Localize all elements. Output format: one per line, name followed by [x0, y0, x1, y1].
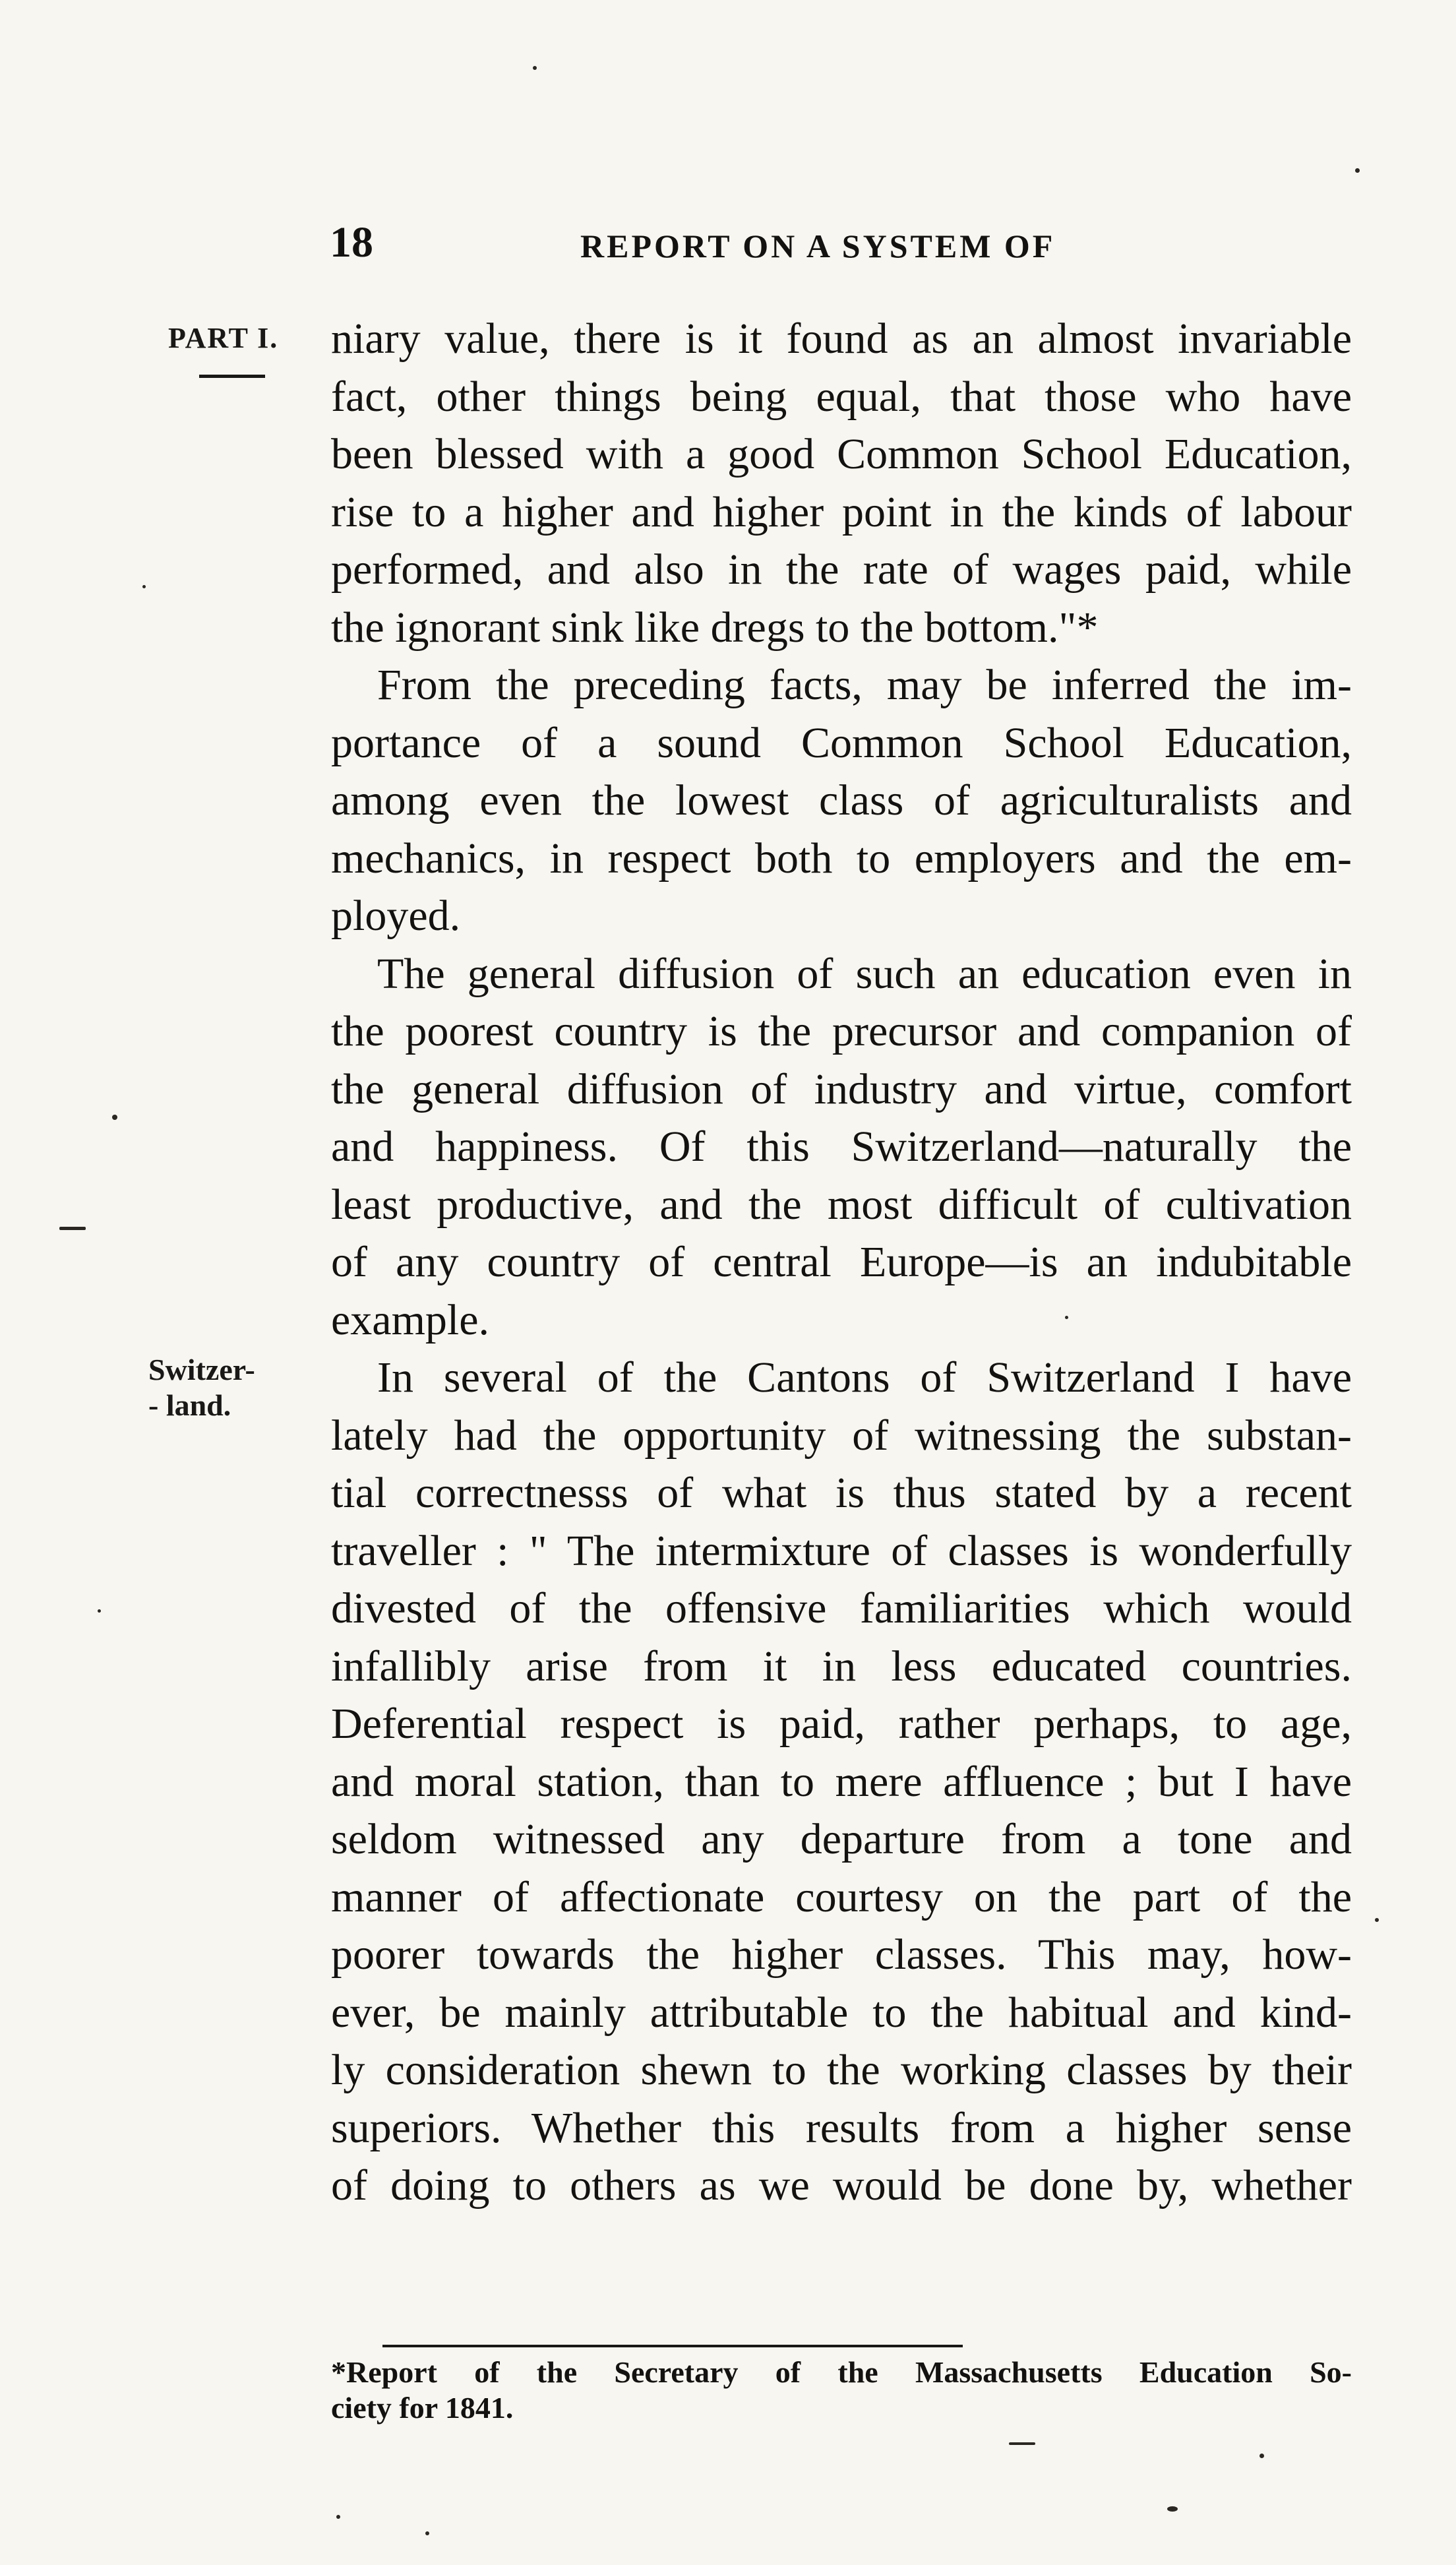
- body-line: of any country of central Europe—is an indubitable: [331, 1238, 1352, 1286]
- scan-speck: [1259, 2454, 1264, 2458]
- footnote-line: ciety for 1841.: [331, 2391, 514, 2425]
- body-line: lately had the opportunity of witnessing the substan-: [331, 1411, 1352, 1460]
- body-line: From the preceding facts, may be inferred the im-: [377, 661, 1352, 709]
- scan-speck: [336, 2515, 340, 2519]
- scan-speck: [1375, 1918, 1379, 1922]
- scan-speck: [1355, 168, 1360, 173]
- margin-note-switzerland-line1: Switzer-: [148, 1353, 255, 1386]
- scan-speck: [1167, 2506, 1178, 2512]
- body-line: The general diffusion of such an education even in: [377, 949, 1352, 998]
- body-line: niary value, there is it found as an almost invariable: [331, 315, 1352, 363]
- footnote-rule: [382, 2345, 963, 2347]
- body-line: the ignorant sink like dregs to the bottom."*: [331, 603, 1099, 652]
- margin-note-switzerland: [148, 1352, 255, 1423]
- margin-rule: [199, 375, 265, 378]
- scan-speck: [1009, 2442, 1035, 2445]
- body-line: performed, and also in the rate of wages paid, while: [331, 545, 1352, 594]
- body-line: portance of a sound Common School Education,: [331, 718, 1352, 767]
- body-line: traveller : " The intermixture of classes is wonderfully: [331, 1526, 1352, 1575]
- body-line: of doing to others as we would be done by, whether: [331, 2161, 1352, 2210]
- margin-note-switzerland-line2: - land.: [148, 1388, 231, 1422]
- scan-speck: [1065, 1316, 1068, 1319]
- body-line: and happiness. Of this Switzerland—naturally the: [331, 1123, 1352, 1171]
- body-line: mechanics, in respect both to employers and the em-: [331, 834, 1352, 882]
- scan-speck: [425, 2531, 429, 2535]
- body-line: the general diffusion of industry and virtue, comfort: [331, 1065, 1352, 1113]
- body-line: superiors. Whether this results from a higher sense: [331, 2103, 1352, 2152]
- body-line: ever, be mainly attributable to the habitual and kind-: [331, 1988, 1352, 2037]
- body-line: Deferential respect is paid, rather perhaps, to age,: [331, 1700, 1352, 1748]
- body-line: divested of the offensive familiarities which would: [331, 1584, 1352, 1632]
- body-line: poorer towards the higher classes. This may, how-: [331, 1931, 1352, 1979]
- body-line: least productive, and the most difficult of cultivation: [331, 1180, 1352, 1229]
- body-line: In several of the Cantons of Switzerland I have: [377, 1353, 1352, 1402]
- scan-speck: [142, 585, 146, 588]
- body-line: among even the lowest class of agriculturalists and: [331, 776, 1352, 824]
- footnote-line: *Report of the Secretary of the Massachusetts Education So-: [331, 2355, 1352, 2389]
- body-line: ployed.: [331, 892, 461, 940]
- running-head: [330, 218, 1358, 277]
- margin-note-part: PART I.: [168, 322, 279, 354]
- running-title: REPORT ON A SYSTEM OF: [580, 228, 1056, 264]
- body-line: manner of affectionate courtesy on the part of the: [331, 1872, 1352, 1921]
- body-line: ly consideration shewn to the working classes by their: [331, 2046, 1352, 2094]
- scan-speck: [59, 1227, 86, 1230]
- body-line: rise to a higher and higher point in the kinds of labour: [331, 487, 1352, 536]
- footnote: [331, 2355, 1352, 2426]
- body-line: tial correctnesss of what is thus stated by a recent: [331, 1469, 1352, 1517]
- scan-speck: [98, 1609, 101, 1613]
- body-line: and moral station, than to mere affluence ; but I have: [331, 1757, 1352, 1806]
- body-line: the poorest country is the precursor and companion of: [331, 1007, 1352, 1055]
- body-line: fact, other things being equal, that those who have: [331, 372, 1352, 421]
- body-line: been blessed with a good Common School Education,: [331, 430, 1352, 478]
- body-text: [331, 310, 1352, 2215]
- body-line: infallibly arise from it in less educated countries.: [331, 1642, 1352, 1690]
- scan-speck: [533, 66, 537, 70]
- scan-speck: [112, 1115, 117, 1120]
- body-line: example.: [331, 1295, 490, 1344]
- body-line: seldom witnessed any departure from a tone and: [331, 1815, 1352, 1863]
- page-number: 18: [330, 218, 373, 266]
